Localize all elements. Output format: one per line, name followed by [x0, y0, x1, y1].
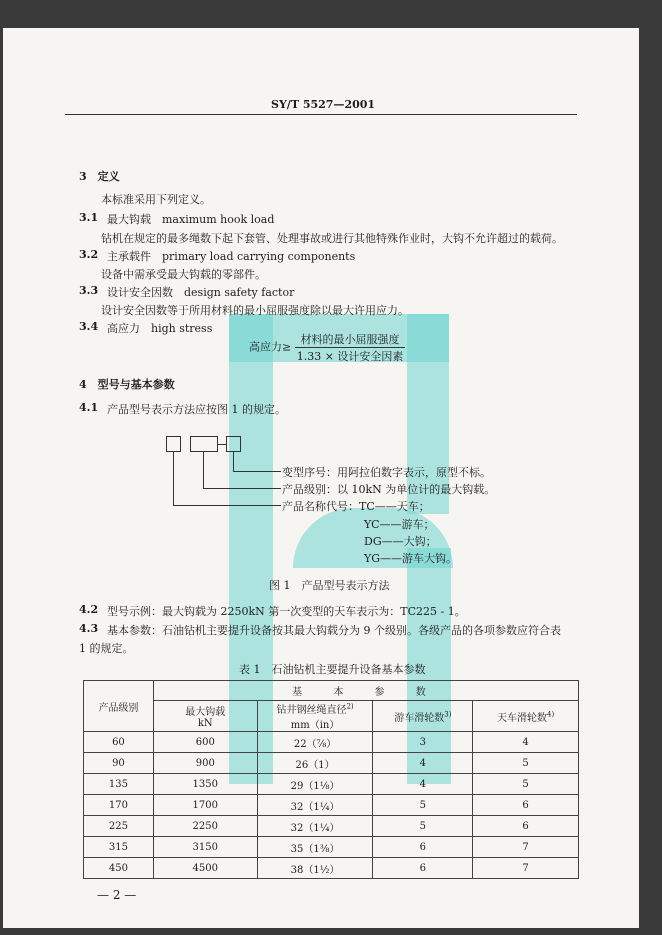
header-product-level: 产品级别	[84, 681, 154, 732]
def-3-1-number: 3.1	[79, 211, 99, 224]
def-3-2-number: 3.2	[79, 248, 99, 261]
para-4-1-number: 4.1	[79, 401, 99, 414]
def-3-3-text: 设计安全因数等于所用材料的最小屈服强度除以最大许用应力。	[101, 304, 409, 317]
table-row: 225 2250 32（1¼） 5 6	[84, 816, 579, 837]
header-basic-parameters: 基 本 参 数	[153, 681, 578, 701]
model-box-level	[190, 436, 218, 452]
table-row: 60 600 22（⅞） 3 4	[84, 732, 579, 753]
leader-level-v	[203, 452, 204, 489]
para-4-3-text: 基本参数：石油钻机主要提升设备按其最大钩载分为 9 个级别。各级产品的各项参数应符合表	[107, 624, 561, 637]
leader-variant-h	[233, 471, 281, 472]
table-row: 315 3150 35（1⅜） 6 7	[84, 837, 579, 858]
def-3-1-text: 钻机在规定的最多绳数下起下套管、处理事故或进行其他特殊作业时，大钩不允许超过的载荷。	[101, 232, 563, 245]
para-4-1-text: 产品型号表示方法应按图 1 的规定。	[107, 403, 286, 416]
fig-code-dg: DG——大钩；	[364, 535, 437, 548]
section-4-title: 4 型号与基本参数	[79, 378, 175, 391]
def-3-2-title: 主承载件 primary load carrying components	[107, 250, 356, 263]
leader-name-v	[173, 452, 174, 506]
def-3-1-title: 最大钩载 maximum hook load	[107, 213, 275, 226]
def-3-3-title: 设计安全因数 design safety factor	[107, 286, 295, 299]
header-max-hook-load: 最大钩载 kN	[153, 701, 257, 732]
para-4-3-number: 4.3	[79, 622, 99, 635]
formula-denominator: 1.33 × 设计安全因素	[296, 350, 404, 363]
section-3-intro: 本标准采用下列定义。	[101, 193, 211, 206]
section-3-title: 3 定义	[79, 170, 120, 183]
leader-variant-v	[233, 452, 234, 472]
fig-label-name: 产品名称代号：TC——天车；	[282, 500, 430, 513]
fig-code-yc: YC——游车；	[364, 518, 435, 531]
high-stress-formula	[249, 331, 405, 364]
formula-fraction	[295, 331, 406, 364]
page-number: — 2 —	[97, 888, 137, 902]
document-code: SY/T 5527—2001	[271, 98, 376, 111]
leader-level-h	[203, 488, 281, 489]
formula-lhs: 高应力≥	[249, 340, 292, 354]
document-page	[3, 28, 639, 928]
leader-name-h	[173, 505, 281, 506]
def-3-4-number: 3.4	[79, 320, 99, 333]
para-4-3-text-continued: 1 的规定。	[79, 642, 134, 655]
figure-1-caption: 图 1 产品型号表示方法	[269, 579, 390, 592]
model-dash	[218, 444, 226, 445]
formula-numerator: 材料的最小屈服强度	[295, 331, 406, 348]
def-3-4-title: 高应力 high stress	[107, 322, 213, 335]
fig-label-variant: 变型序号：用阿拉伯数字表示，原型不标。	[282, 466, 491, 479]
fig-label-level: 产品级别：以 10kN 为单位计的最大钩载。	[282, 483, 496, 496]
table-row: 170 1700 32（1¼） 5 6	[84, 795, 579, 816]
table-1-caption: 表 1 石油钻机主要提升设备基本参数	[239, 663, 426, 676]
para-4-2-number: 4.2	[79, 603, 99, 616]
def-3-2-text: 设备中需承受最大钩载的零部件。	[101, 268, 266, 281]
model-box-name	[166, 436, 181, 452]
header-rope-diameter: 钻井钢丝绳直径$^{2)}$ mm（in）	[257, 701, 373, 732]
header-rule	[65, 114, 577, 115]
table-row: 450 4500 38（1½） 6 7	[84, 858, 579, 879]
table-row: 90 900 26（1） 4 5	[84, 753, 579, 774]
header-crown-sheaves: 天车滑轮数$^{4)}$	[473, 701, 579, 732]
para-4-2-text: 型号示例：最大钩载为 2250kN 第一次变型的天车表示为：TC225 - 1。	[107, 605, 466, 618]
parameter-table	[83, 680, 579, 879]
model-box-variant	[226, 436, 241, 452]
header-traveling-sheaves: 游车滑轮数$^{3)}$	[373, 701, 473, 732]
def-3-3-number: 3.3	[79, 284, 99, 297]
fig-code-yg: YG——游车大钩。	[364, 552, 458, 565]
table-row: 135 1350 29（1⅛） 4 5	[84, 774, 579, 795]
